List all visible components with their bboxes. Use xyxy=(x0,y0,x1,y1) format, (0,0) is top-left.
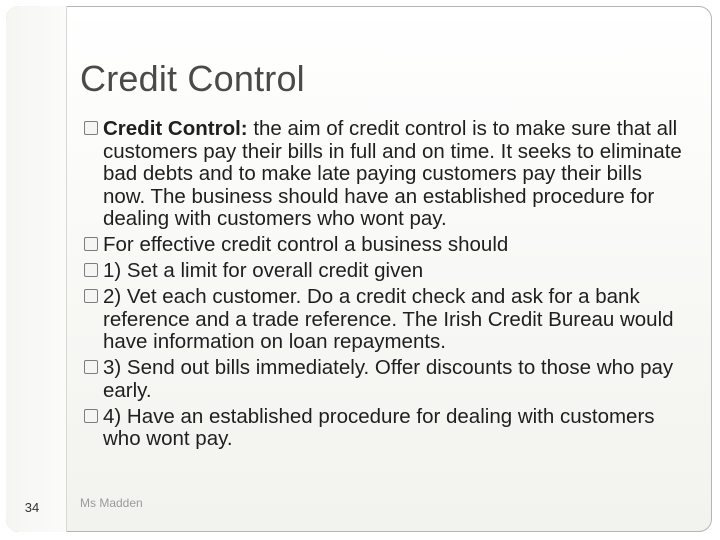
bullet-text: 1) Set a limit for overall credit given xyxy=(103,259,424,283)
left-band xyxy=(6,6,67,532)
bullet-text: 4) Have an established procedure for dealing with customers who wont pay. xyxy=(103,404,655,451)
bullet-item-step-2 xyxy=(84,286,689,354)
bullet-item-effective-credit-control xyxy=(84,234,689,257)
square-bullet-icon xyxy=(84,360,98,374)
slide-title: Credit Control xyxy=(80,58,305,99)
bullet-item-step-4 xyxy=(84,406,689,451)
bullet-text: 3) Send out bills immediately. Offer discounts to those who pay early. xyxy=(103,356,674,402)
footer-author: Ms Madden xyxy=(80,496,143,510)
bullet-lead: Credit Control: xyxy=(103,117,248,140)
square-bullet-icon xyxy=(84,237,98,251)
square-bullet-icon xyxy=(84,263,98,277)
slide-number: 34 xyxy=(24,500,40,515)
bullet-item-step-1 xyxy=(84,260,689,283)
bullet-text: the aim of credit control is to make sure that all customers pay their bills in full and on time. It seeks to eliminate bad debts and to make late paying customers pay their bills now. The business should have an established procedure for dealing with customers who wont pay. xyxy=(103,117,682,231)
bullet-item-credit-control xyxy=(84,118,689,231)
square-bullet-icon xyxy=(84,121,98,135)
bullet-text: 2) Vet each customer. Do a credit check and ask for a bank reference and a trade reference. The Irish Credit Bureau would have information on loan repayments. xyxy=(103,285,674,354)
slide-body xyxy=(84,118,689,454)
bullet-text: For effective credit control a business should xyxy=(103,233,509,257)
square-bullet-icon xyxy=(84,409,98,423)
square-bullet-icon xyxy=(84,289,98,303)
bullet-item-step-3 xyxy=(84,357,689,402)
